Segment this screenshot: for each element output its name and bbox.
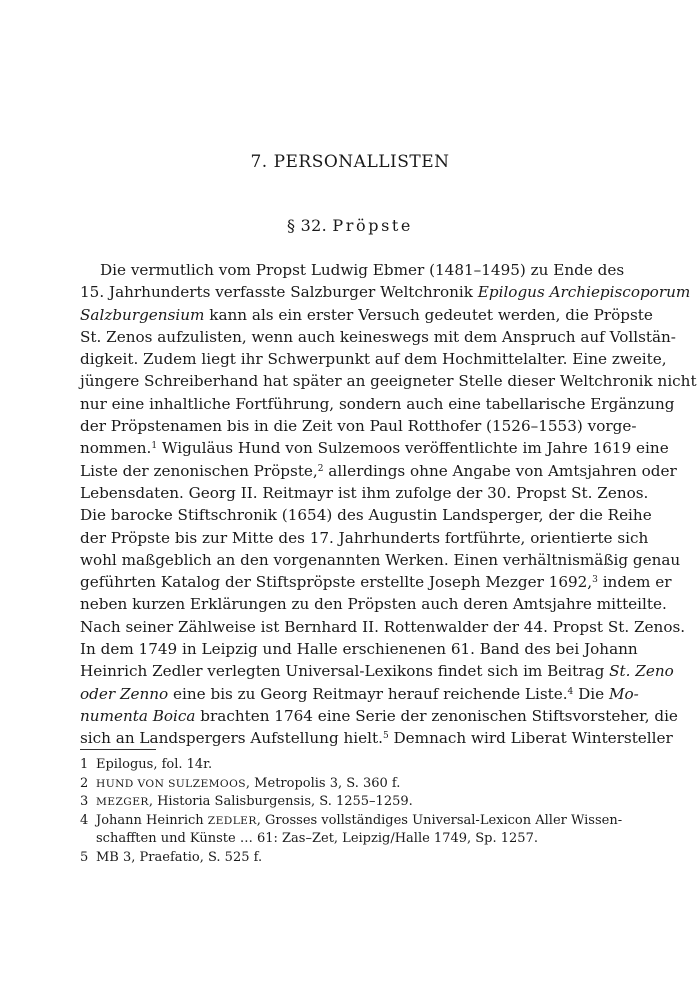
italic-title: Salzburgensium bbox=[80, 305, 205, 324]
italic-title: numenta Boica bbox=[80, 706, 196, 725]
footnote-number: 3 bbox=[80, 794, 89, 810]
body-line: Salzburgensium kann als ein erster Versuch gedeutet werden, die Pröpste bbox=[80, 305, 653, 324]
footnotes bbox=[80, 756, 623, 868]
body-line: Liste der zenonischen Pröpste,$^2$ allerdings ohne Angabe von Amtsjahren oder bbox=[80, 461, 677, 480]
body-line: In dem 1749 in Leipzig und Halle erschienenen 61. Band des bei Johann bbox=[80, 640, 638, 659]
body-line: digkeit. Zudem liegt ihr Schwerpunkt auf dem Hochmittelalter. Eine zweite, bbox=[80, 350, 667, 369]
body-line: jüngere Schreiberhand hat später an geeigneter Stelle dieser Weltchronik nicht bbox=[80, 372, 697, 391]
footnote-ref: 4 bbox=[567, 686, 574, 697]
author-name: HUND VON SULZEMOOS bbox=[96, 776, 246, 790]
body-line: Nach seiner Zählweise ist Bernhard II. Rottenwalder der 44. Propst St. Zenos. bbox=[80, 617, 686, 636]
footnote-line: Johann Heinrich ZEDLER, Grosses vollständiges Universal-Lexicon Aller Wissen- bbox=[96, 812, 623, 828]
body-line: der Pröpstenamen bis in die Zeit von Paul Rotthofer (1526–1553) vorge- bbox=[80, 417, 637, 436]
footnote-number: 1 bbox=[80, 757, 89, 772]
footnote-text bbox=[96, 812, 622, 849]
footnote-ref: 5 bbox=[382, 731, 389, 742]
section-number: § 32. bbox=[286, 216, 328, 235]
italic-title: oder Zenno bbox=[80, 684, 169, 703]
footnote-ref: 3 bbox=[592, 575, 598, 586]
body-line: numenta Boica brachten 1764 eine Serie der zenonischen Stiftsvorsteher, die bbox=[80, 706, 678, 725]
footnote-line: HUND VON SULZEMOOS, Metropolis 3, S. 360 f. bbox=[96, 775, 401, 791]
body-line: der Pröpste bis zur Mitte des 17. Jahrhunderts fortführte, orientierte sich bbox=[80, 528, 649, 547]
body-line: nommen.$^1$ Wiguläus Hund von Sulzemoos veröffentlichte im Jahre 1619 eine bbox=[80, 439, 669, 458]
footnote bbox=[80, 849, 620, 868]
footnote-text bbox=[96, 756, 620, 775]
body-line: oder Zenno eine bis zu Georg Reitmayr herauf reichende Liste.$^4$ Die Mo- bbox=[80, 684, 639, 703]
body-line: Lebensdaten. Georg II. Reitmayr ist ihm zufolge der 30. Propst St. Zenos. bbox=[80, 483, 649, 502]
author-name: ZEDLER bbox=[207, 813, 257, 827]
footnote-line: schafften und Künste … 61: Zas–Zet, Leipzig/Halle 1749, Sp. 1257. bbox=[96, 831, 538, 847]
footnote-line: MEZGER, Historia Salisburgensis, S. 1255–1259. bbox=[96, 794, 413, 810]
chapter-heading: 7. PERSONALLISTEN bbox=[250, 152, 450, 172]
body-line: nur eine inhaltliche Fortführung, sondern auch eine tabellarische Ergänzung bbox=[80, 394, 675, 413]
footnote-text bbox=[96, 775, 620, 794]
body-line: St. Zenos aufzulisten, wenn auch keineswegs mit dem Anspruch auf Vollstän- bbox=[80, 327, 676, 346]
body-line: geführten Katalog der Stiftspröpste erstellte Joseph Mezger 1692,$^3$ indem er bbox=[80, 573, 672, 592]
footnote bbox=[80, 756, 620, 775]
author-name: MEZGER bbox=[96, 795, 149, 809]
footnote-number: 5 bbox=[80, 849, 89, 865]
body-line: sich an Landspergers Aufstellung hielt.$^5$ Demnach wird Liberat Wintersteller bbox=[80, 729, 673, 748]
body-paragraph bbox=[80, 259, 697, 750]
body-line: wohl maßgeblich an den vorgenannten Werken. Einen verhältnismäßig genau bbox=[80, 550, 681, 569]
footnote-ref: 1 bbox=[151, 441, 158, 452]
footnote-number: 4 bbox=[80, 812, 89, 828]
footnote-text bbox=[96, 849, 620, 868]
footnote bbox=[80, 775, 620, 794]
body-line: Heinrich Zedler verlegten Universal-Lexikons findet sich im Beitrag St. Zeno bbox=[80, 662, 674, 681]
footnote-separator bbox=[80, 749, 156, 750]
body-line: neben kurzen Erklärungen zu den Pröpsten auch deren Amtsjahre mitteilte. bbox=[80, 595, 667, 614]
italic-title: Mo- bbox=[608, 684, 639, 703]
footnote bbox=[80, 793, 620, 812]
footnote-number: 2 bbox=[80, 775, 89, 791]
footnote-line: MB 3, Praefatio, S. 525 f. bbox=[96, 849, 263, 865]
footnote-ref: 2 bbox=[317, 463, 324, 474]
footnote bbox=[80, 812, 623, 849]
footnote-text bbox=[96, 793, 620, 812]
body-line: Die barocke Stiftschronik (1654) des Augustin Landsperger, der die Reihe bbox=[80, 506, 652, 525]
section-heading bbox=[0, 216, 700, 235]
italic-title: Epilogus Archiepiscoporum bbox=[477, 283, 691, 302]
body-line: Die vermutlich vom Propst Ludwig Ebmer (1481–1495) zu Ende des bbox=[100, 261, 625, 279]
section-title: Pröpste bbox=[332, 216, 414, 235]
body-line: 15. Jahrhunderts verfasste Salzburger Weltchronik Epilogus Archiepiscoporum bbox=[80, 283, 691, 302]
footnote-line: Epilogus, fol. 14r. bbox=[96, 757, 213, 772]
italic-title: St. Zeno bbox=[609, 662, 674, 681]
